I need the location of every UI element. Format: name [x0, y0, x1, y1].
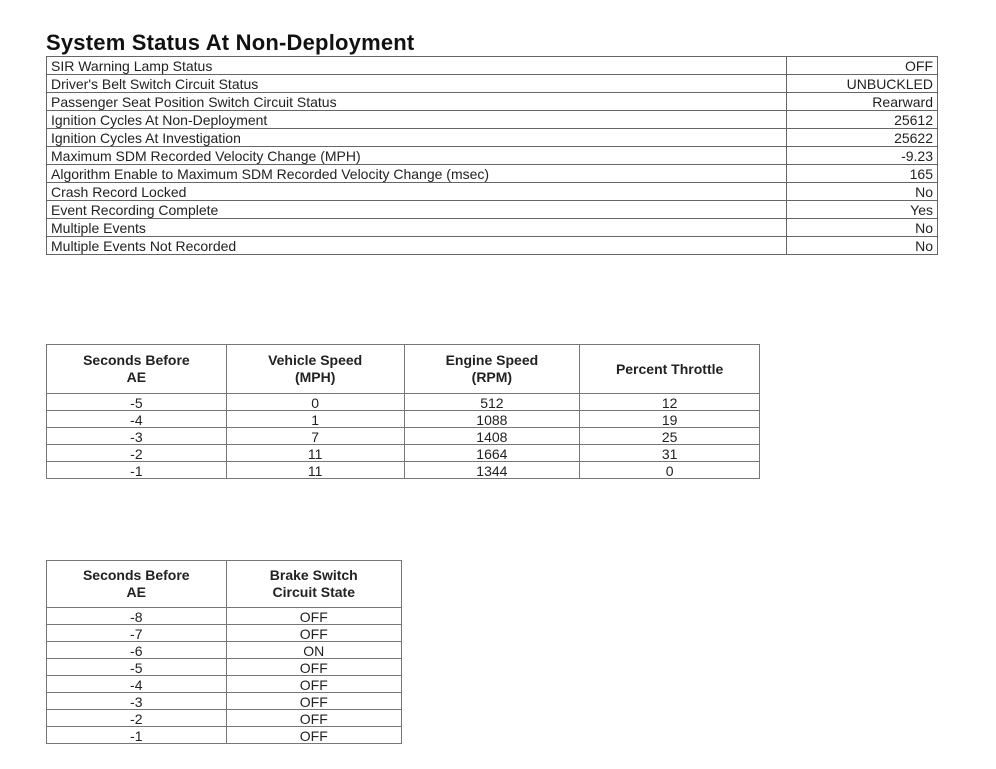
status-row: [47, 147, 938, 165]
table-cell: -4: [47, 676, 227, 693]
column-header: [404, 345, 580, 394]
table-cell: OFF: [226, 676, 401, 693]
status-label: SIR Warning Lamp Status: [47, 57, 787, 75]
table-cell: OFF: [226, 693, 401, 710]
column-header: [580, 345, 760, 394]
table-cell: ON: [226, 642, 401, 659]
table-row: [47, 625, 402, 642]
table-row: [47, 608, 402, 625]
table-cell: 1408: [404, 428, 580, 445]
status-value: No: [787, 237, 938, 255]
column-header-line2: (RPM): [471, 369, 513, 385]
status-value: Rearward: [787, 93, 938, 111]
status-value: Yes: [787, 201, 938, 219]
table-row: [47, 727, 402, 744]
table-row: [47, 445, 760, 462]
speed-data-body: [47, 394, 760, 479]
table-cell: -2: [47, 445, 227, 462]
speed-data-table: [46, 344, 760, 479]
brake-data-table: [46, 560, 402, 744]
table-row: [47, 462, 760, 479]
status-row: [47, 183, 938, 201]
table-cell: 1088: [404, 411, 580, 428]
status-value: No: [787, 219, 938, 237]
column-header: [226, 561, 401, 608]
table-cell: 7: [226, 428, 404, 445]
table-row: [47, 642, 402, 659]
system-status-table: [46, 56, 938, 255]
table-cell: -5: [47, 659, 227, 676]
table-cell: 1664: [404, 445, 580, 462]
table-row: [47, 710, 402, 727]
status-row: [47, 75, 938, 93]
table-cell: -3: [47, 693, 227, 710]
speed-header-row: [47, 345, 760, 394]
column-header-line2: AE: [126, 369, 147, 385]
table-cell: 31: [580, 445, 760, 462]
table-cell: 11: [226, 462, 404, 479]
table-row: [47, 428, 760, 445]
status-label: Crash Record Locked: [47, 183, 787, 201]
table-cell: -5: [47, 394, 227, 411]
table-cell: OFF: [226, 710, 401, 727]
system-status-body: [47, 57, 938, 255]
status-row: [47, 165, 938, 183]
table-cell: -6: [47, 642, 227, 659]
table-cell: 25: [580, 428, 760, 445]
table-cell: -3: [47, 428, 227, 445]
column-header: [226, 345, 404, 394]
table-row: [47, 394, 760, 411]
status-label: Passenger Seat Position Switch Circuit Status: [47, 93, 787, 111]
table-cell: -4: [47, 411, 227, 428]
table-cell: 1: [226, 411, 404, 428]
status-row: [47, 219, 938, 237]
table-cell: OFF: [226, 608, 401, 625]
status-value: No: [787, 183, 938, 201]
column-header: [47, 345, 227, 394]
status-row: [47, 111, 938, 129]
table-row: [47, 693, 402, 710]
column-header-line1: Engine Speed: [445, 352, 539, 368]
status-row: [47, 237, 938, 255]
status-label: Event Recording Complete: [47, 201, 787, 219]
column-header-line1: Seconds Before: [82, 567, 190, 583]
status-value: UNBUCKLED: [787, 75, 938, 93]
status-label: Maximum SDM Recorded Velocity Change (MPH): [47, 147, 787, 165]
status-value: OFF: [787, 57, 938, 75]
column-header: [47, 561, 227, 608]
status-row: [47, 93, 938, 111]
status-label: Ignition Cycles At Non-Deployment: [47, 111, 787, 129]
status-label: Ignition Cycles At Investigation: [47, 129, 787, 147]
table-cell: 0: [580, 462, 760, 479]
column-header-line2: Circuit State: [272, 584, 355, 600]
column-header-line1: Seconds Before: [83, 352, 190, 368]
table-row: [47, 676, 402, 693]
table-cell: 19: [580, 411, 760, 428]
column-header-line2: AE: [126, 584, 146, 600]
table-cell: 12: [580, 394, 760, 411]
table-cell: -2: [47, 710, 227, 727]
table-row: [47, 411, 760, 428]
status-value: -9.23: [787, 147, 938, 165]
brake-header-row: [47, 561, 402, 608]
table-cell: 512: [404, 394, 580, 411]
column-header-line1: Brake Switch: [269, 567, 358, 583]
column-header-line1: Percent Throttle: [615, 360, 724, 377]
status-label: Driver's Belt Switch Circuit Status: [47, 75, 787, 93]
status-row: [47, 57, 938, 75]
table-cell: OFF: [226, 625, 401, 642]
column-header-line1: Vehicle Speed: [268, 352, 363, 368]
status-label: Algorithm Enable to Maximum SDM Recorded Velocity Change (msec): [47, 165, 787, 183]
status-value: 25612: [787, 111, 938, 129]
status-row: [47, 201, 938, 219]
table-cell: -7: [47, 625, 227, 642]
page-title: System Status At Non-Deployment: [46, 30, 415, 55]
status-value: 25622: [787, 129, 938, 147]
status-value: 165: [787, 165, 938, 183]
table-cell: OFF: [226, 659, 401, 676]
table-cell: OFF: [226, 727, 401, 744]
status-label: Multiple Events Not Recorded: [47, 237, 787, 255]
column-header-line2: (MPH): [294, 369, 336, 385]
status-row: [47, 129, 938, 147]
brake-data-body: [47, 608, 402, 744]
table-cell: 0: [226, 394, 404, 411]
table-cell: -1: [47, 727, 227, 744]
table-cell: 1344: [404, 462, 580, 479]
table-cell: -1: [47, 462, 227, 479]
table-cell: -8: [47, 608, 227, 625]
status-label: Multiple Events: [47, 219, 787, 237]
table-row: [47, 659, 402, 676]
table-cell: 11: [226, 445, 404, 462]
